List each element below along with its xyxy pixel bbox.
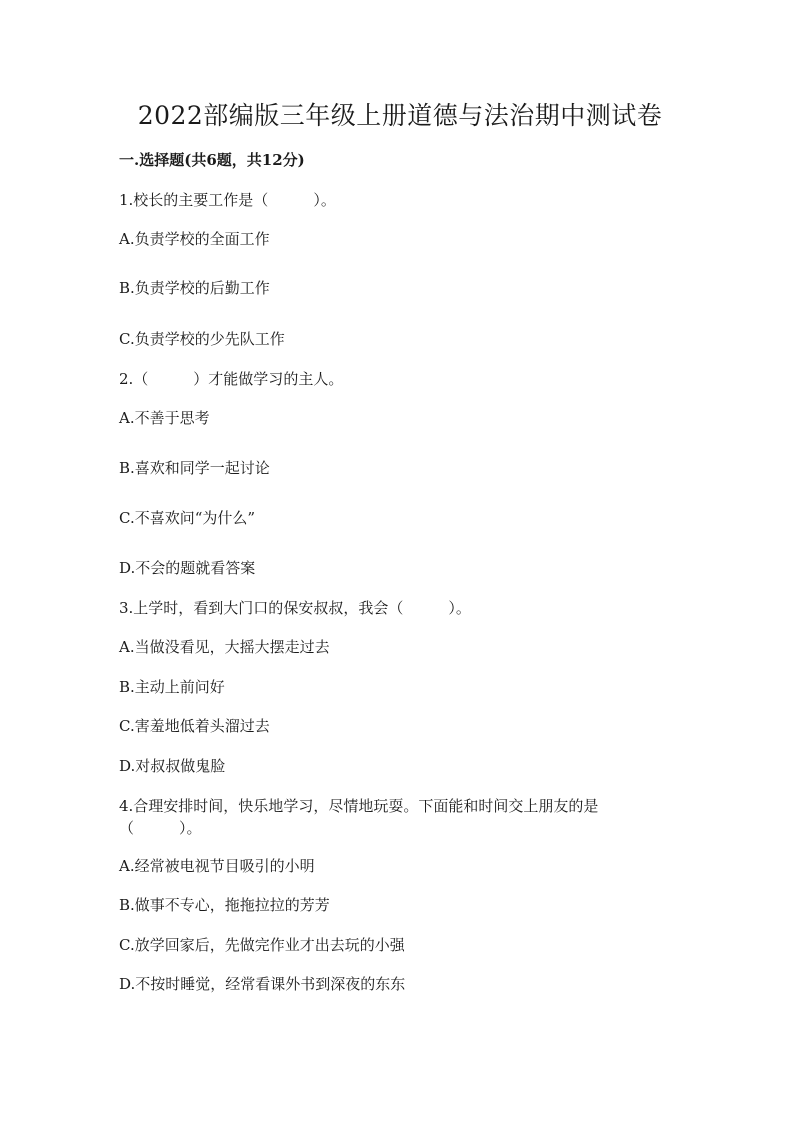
question-2-option-b: B.喜欢和同学一起讨论 (119, 459, 270, 477)
question-4-option-c: C.放学回家后，先做完作业才出去玩的小强 (119, 936, 405, 954)
question-4-option-b: B.做事不专心，拖拖拉拉的芳芳 (119, 896, 330, 914)
question-2-stem: 2.（ ）才能做学习的主人。 (119, 370, 344, 388)
question-3-option-d: D.对叔叔做鬼脸 (119, 757, 226, 775)
section-heading: 一.选择题(共6题，共12分) (119, 151, 305, 169)
question-3-option-c: C.害羞地低着头溜过去 (119, 717, 270, 735)
question-3-option-b: B.主动上前问好 (119, 678, 225, 696)
question-4-option-d: D.不按时睡觉，经常看课外书到深夜的东东 (119, 975, 406, 993)
question-2-option-a: A.不善于思考 (119, 409, 210, 427)
question-2-option-d: D.不会的题就看答案 (119, 559, 256, 577)
page-title: 2022部编版三年级上册道德与法治期中测试卷 (137, 101, 663, 130)
question-3-stem: 3.上学时，看到大门口的保安叔叔，我会（ ）。 (119, 599, 471, 617)
question-4-option-a: A.经常被电视节目吸引的小明 (119, 857, 315, 875)
question-2-option-c: C.不喜欢问“为什么” (119, 509, 256, 527)
question-4-stem: 4.合理安排时间，快乐地学习，尽情地玩耍。下面能和时间交上朋友的是（ ）。 (119, 797, 599, 837)
question-1-option-c: C.负责学校的少先队工作 (119, 330, 285, 348)
question-3-option-a: A.当做没看见，大摇大摆走过去 (119, 638, 330, 656)
question-1-option-a: A.负责学校的全面工作 (119, 230, 270, 248)
question-1-option-b: B.负责学校的后勤工作 (119, 279, 270, 297)
question-1-stem: 1.校长的主要工作是（ ）。 (119, 191, 336, 209)
